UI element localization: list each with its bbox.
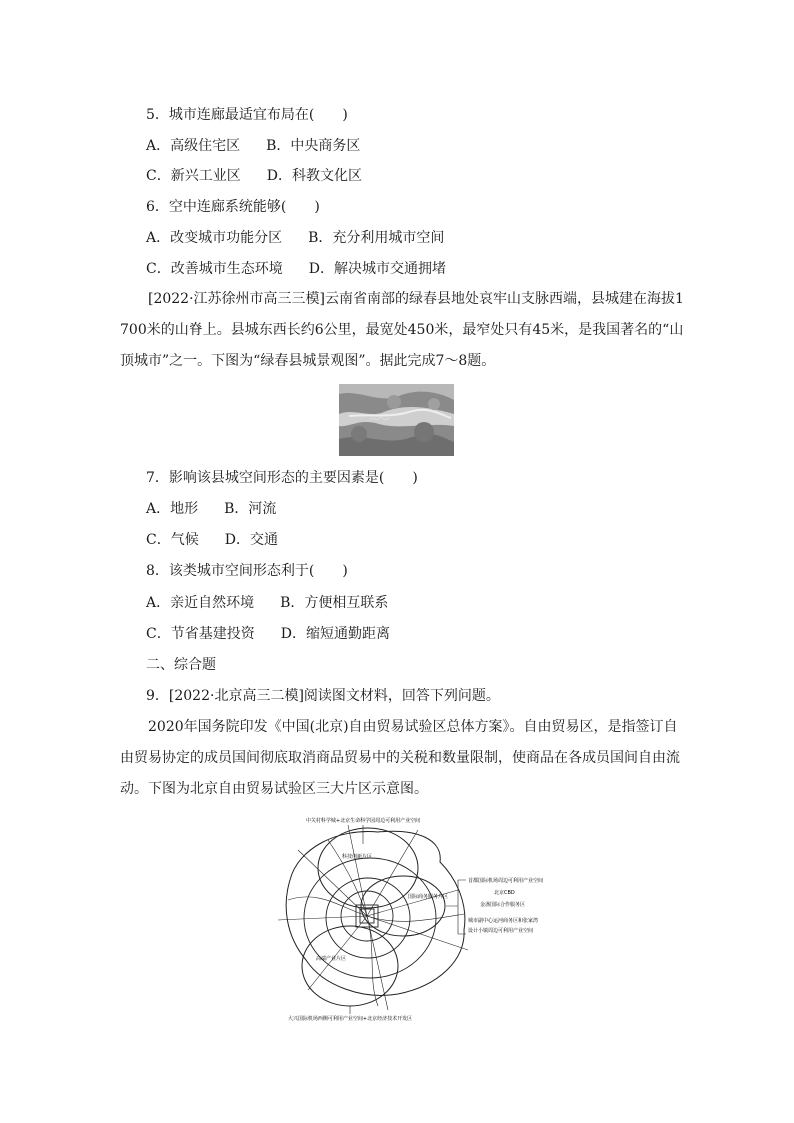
zone-business-label: 国际商务服务片区 bbox=[408, 894, 449, 900]
option-b: B．中央商务区 bbox=[266, 138, 361, 154]
question-5-options-row1 bbox=[146, 137, 360, 155]
right-label-3: 金盏国际合作服务区 bbox=[480, 902, 526, 908]
question-8-options-row1 bbox=[146, 594, 388, 612]
material-paragraph-1: [2022·江苏徐州市高三三模]云南省南部的绿春县地处哀牢山支脉西端，县城建在海拔1 700米的山脊上。县城东西长约6公里，最宽处450米，最窄处只有45米，是我国著名的“山顶城市”之一。下图为“绿春县城景观图”。据此完成7～8题。 bbox=[120, 291, 684, 369]
option-b: B．方便相互联系 bbox=[280, 595, 389, 611]
option-a: A．地形 bbox=[146, 501, 199, 517]
material-paragraph-2: 2020年国务院印发《中国(北京)自由贸易试验区总体方案》。自由贸易区，是指签订自由贸易协定的成员国间彻底取消商品贸易中的关税和数量限制，使商品在各成员国间自由流动。下图为北京自由贸易试验区三大片区示意图。 bbox=[120, 719, 680, 797]
question-7-stem: 7．影响该县城空间形态的主要因素是( ) bbox=[146, 470, 418, 486]
question-7-options-row2 bbox=[146, 531, 278, 549]
option-c: C．节省基建投资 bbox=[146, 626, 255, 642]
option-a: A．改变城市功能分区 bbox=[146, 230, 283, 246]
right-label-1: 首都国际机场周边可利用产业空间 bbox=[468, 878, 544, 884]
question-7-options-row1 bbox=[146, 500, 276, 518]
section-heading: 二、综合题 bbox=[146, 657, 216, 673]
zone-tech-label: 科技创新片区 bbox=[342, 854, 373, 860]
right-label-4: 城市副中心运河商务区和张家湾 bbox=[468, 918, 539, 924]
zone-hightech-label: 高端产业片区 bbox=[316, 956, 347, 962]
option-c: C．气候 bbox=[146, 532, 199, 548]
option-c: C．新兴工业区 bbox=[146, 168, 241, 184]
right-label-5: 设计小镇周边可利用产业空间 bbox=[468, 928, 534, 934]
option-c: C．改善城市生态环境 bbox=[146, 261, 283, 277]
question-5-options-row2 bbox=[146, 167, 362, 185]
question-8-stem: 8．该类城市空间形态利于( ) bbox=[146, 563, 348, 579]
beijing-ftz-map bbox=[268, 810, 598, 1026]
question-6-options-row1 bbox=[146, 229, 444, 247]
map-bottom-caption: 大兴国际机场西侧可利用产业空间+北京经济技术开发区 bbox=[287, 1016, 413, 1022]
option-a: A．高级住宅区 bbox=[146, 138, 241, 154]
option-b: B．充分利用城市空间 bbox=[308, 230, 445, 246]
question-8-options-row2 bbox=[146, 625, 390, 643]
question-9-stem: 9．[2022·北京高三二模]阅读图文材料，回答下列问题。 bbox=[146, 688, 500, 704]
map-top-caption: 中关村科学城+北京生命科学园周边可利用产业空间 bbox=[305, 818, 421, 824]
right-label-2: 北京CBD bbox=[494, 890, 515, 896]
question-6-options-row2 bbox=[146, 260, 446, 278]
question-6-stem: 6．空中连廊系统能够( ) bbox=[146, 199, 320, 215]
option-d: D．科教文化区 bbox=[266, 168, 362, 184]
option-a: A．亲近自然环境 bbox=[146, 595, 255, 611]
county-landscape-photo bbox=[339, 384, 454, 456]
option-d: D．交通 bbox=[224, 532, 278, 548]
option-b: B．河流 bbox=[224, 501, 277, 517]
question-5-stem: 5．城市连廊最适宜布局在( ) bbox=[146, 107, 348, 123]
option-d: D．解决城市交通拥堵 bbox=[308, 261, 446, 277]
option-d: D．缩短通勤距离 bbox=[280, 626, 390, 642]
